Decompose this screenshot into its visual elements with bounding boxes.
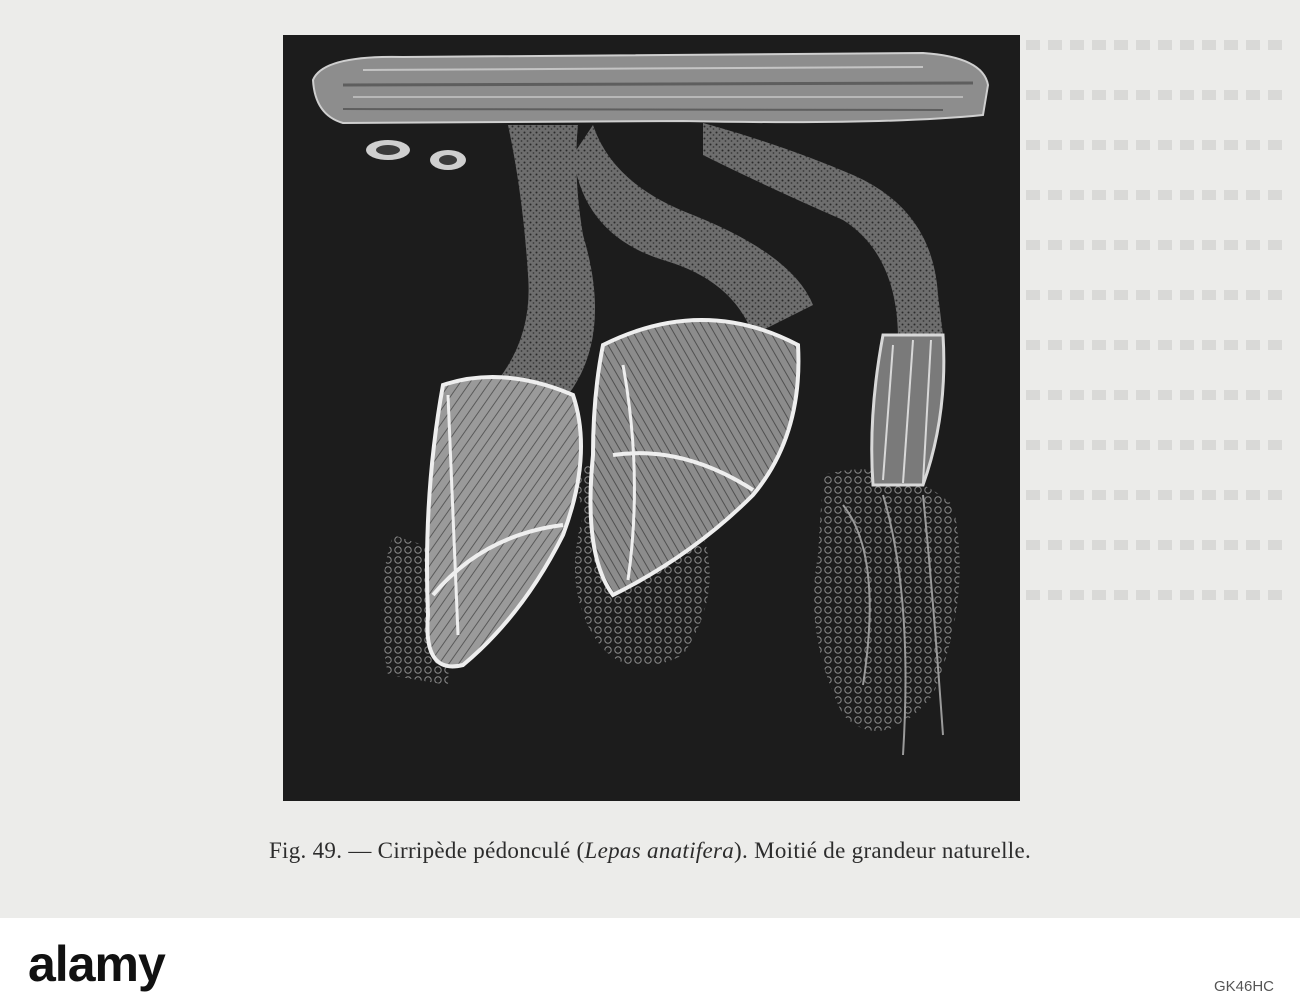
barnacle-shell-left [427,377,581,666]
stock-footer [0,918,1300,1008]
juvenile-barnacles [366,140,466,170]
caption-suffix: ). Moitié de grandeur naturelle. [734,838,1032,863]
caption-prefix: Fig. 49. — Cirripède pédonculé ( [268,838,585,863]
stock-logo[interactable]: alamy [28,936,165,992]
caption-species: Lepas anatifera [584,838,735,863]
barnacle-engraving [283,35,1020,801]
stock-image-id: GK46HC [1213,978,1274,995]
figure-caption [0,838,1300,864]
wooden-plank [313,53,988,123]
engraving-plate [283,35,1020,801]
